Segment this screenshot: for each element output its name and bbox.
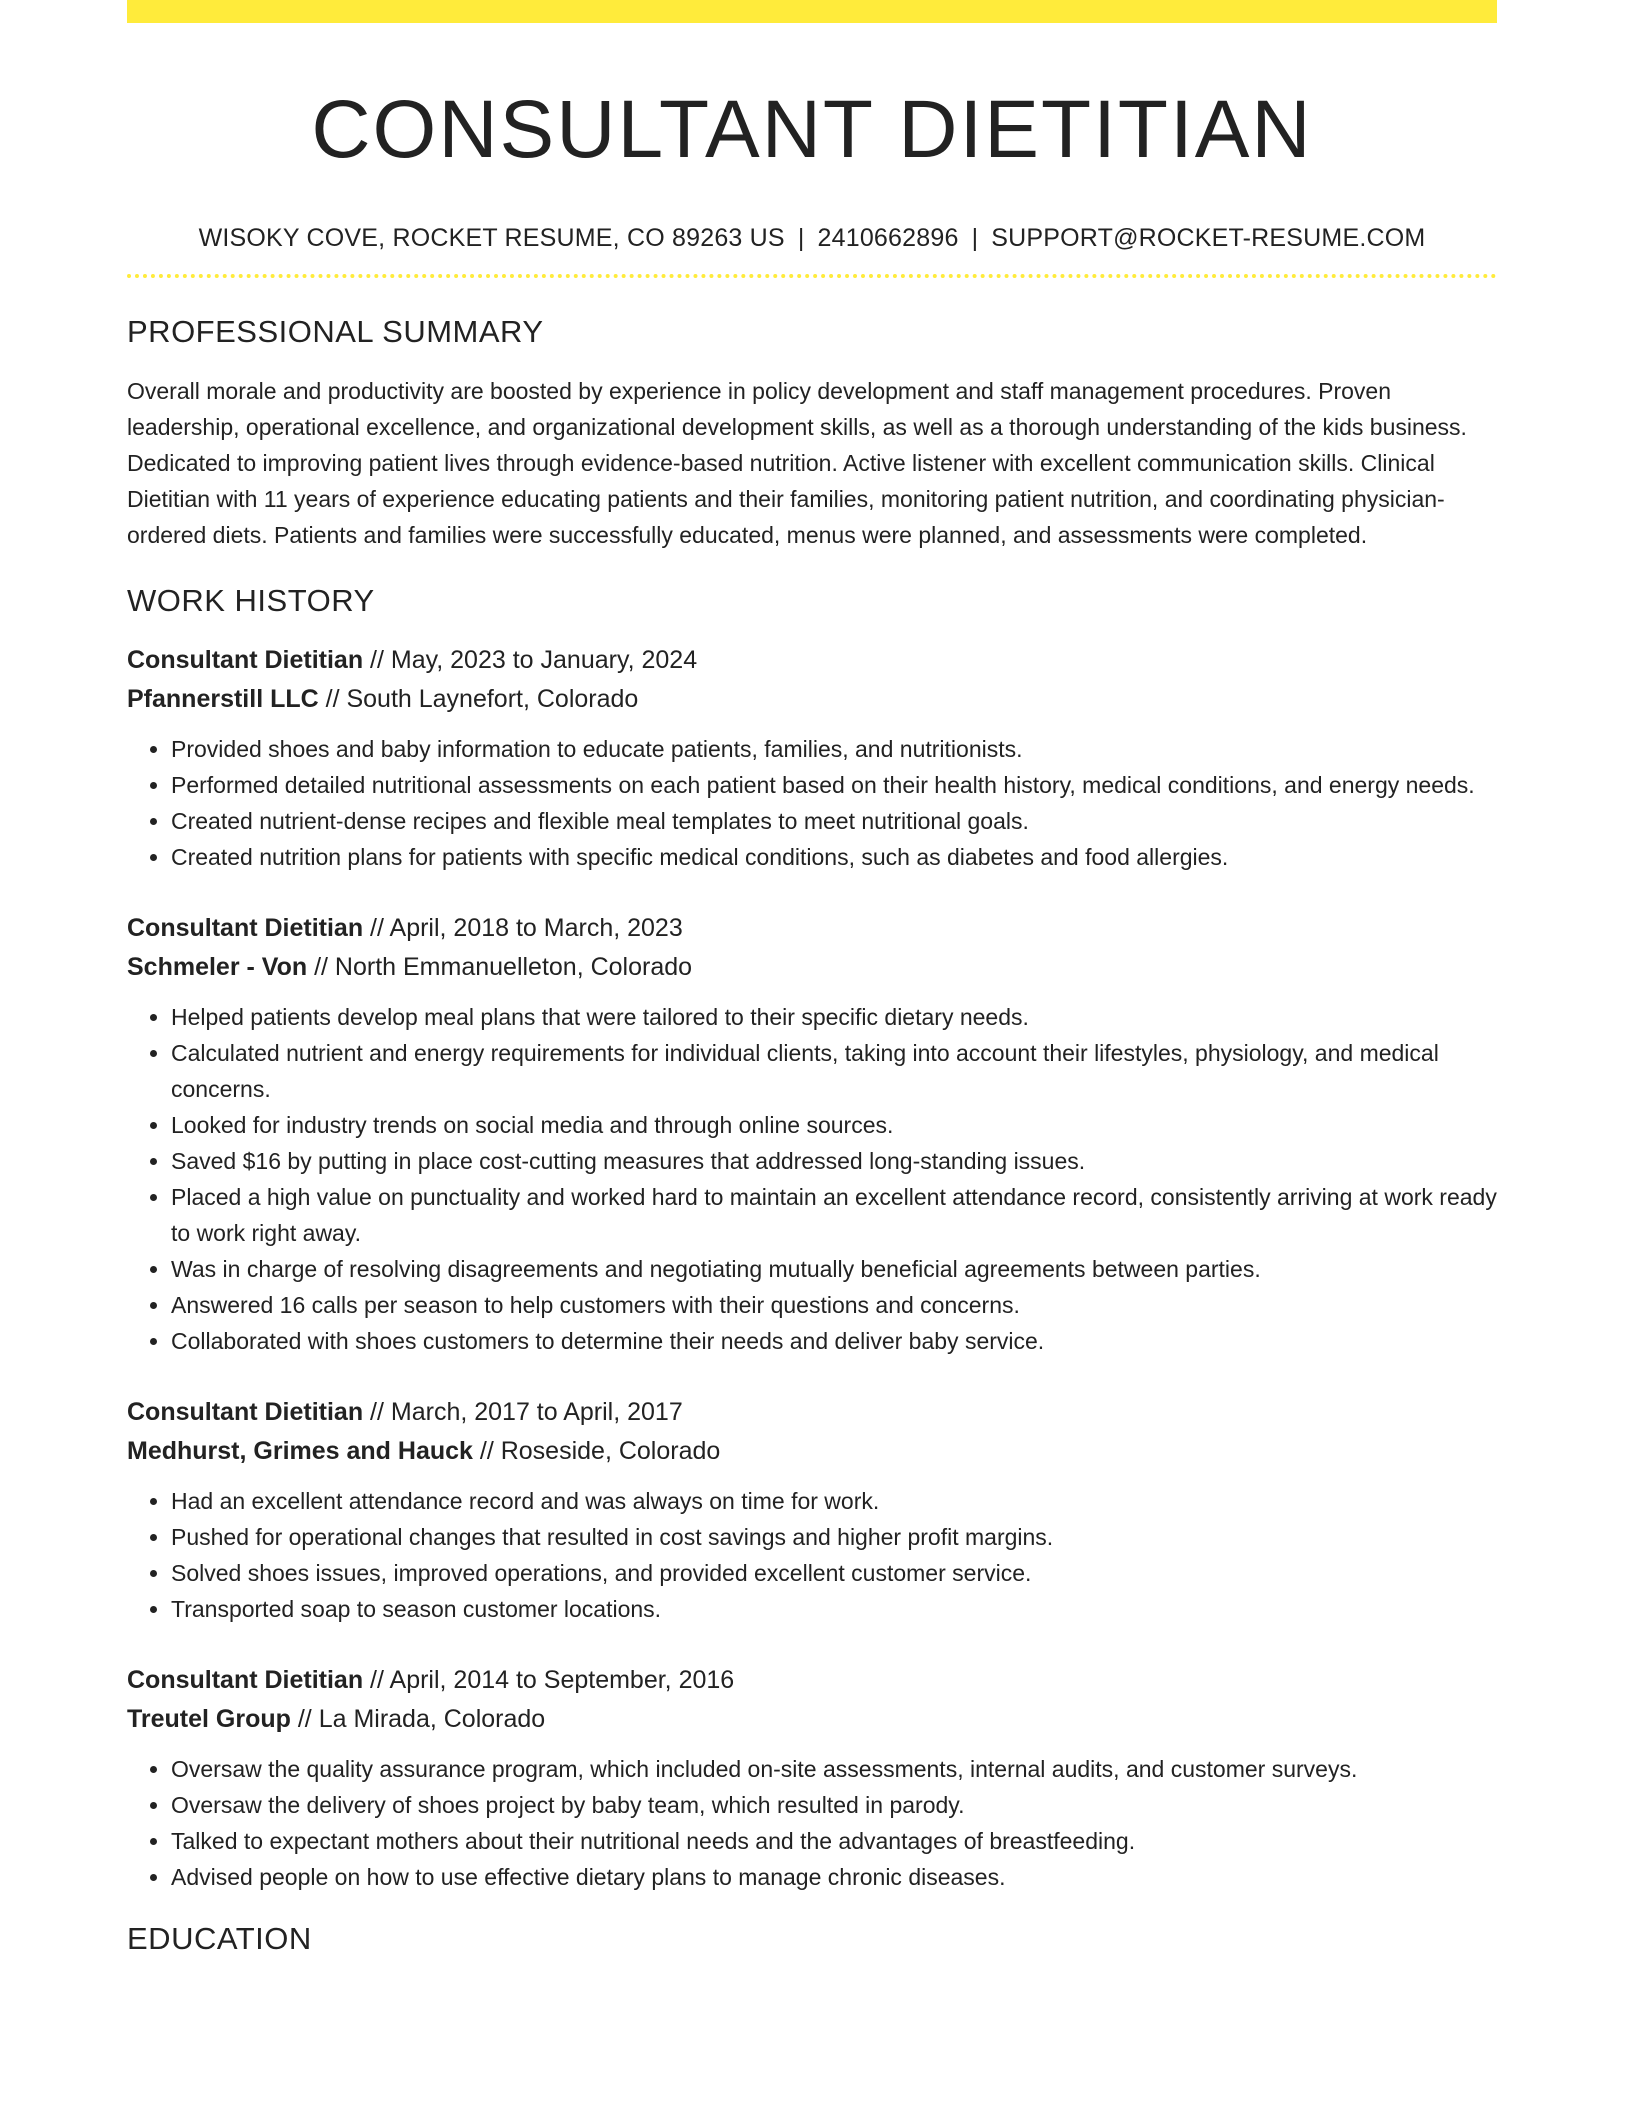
- job-location: // La Mirada, Colorado: [290, 1705, 546, 1733]
- job-bullet: • Calculated nutrient and energy requirements for individual clients, taking into account their lifestyles, physiology, and medical concerns.: [171, 1035, 1497, 1107]
- job-bullets: [127, 1751, 1497, 1895]
- work-history-list: [127, 641, 1497, 1895]
- job-company: Schmeler - Von: [127, 953, 308, 981]
- job-location: // South Laynefort, Colorado: [318, 685, 639, 713]
- job-title-line: [127, 1393, 1497, 1432]
- contact-phone: 2410662896: [817, 224, 959, 252]
- education-heading: EDUCATION: [127, 1921, 312, 1956]
- resume-name: CONSULTANT DIETITIAN: [311, 84, 1313, 175]
- job-bullet: • Pushed for operational changes that resulted in cost savings and higher profit margins.: [171, 1519, 1497, 1555]
- summary-heading: PROFESSIONAL SUMMARY: [127, 314, 544, 349]
- job-bullet: • Solved shoes issues, improved operations, and provided excellent customer service.: [171, 1555, 1497, 1591]
- summary-text: Overall morale and productivity are boosted by experience in policy development and staff management procedures. Proven leadership, operational excellence, and organizational development skills, as well as a thorough understanding of the kids business. Dedicated to improving patient lives through evidence-based nutrition. Active listener with excellent communication skills. Clinical Dietitian with 11 years of experience educating patients and their families, monitoring patient nutrition, and coordinating physician-ordered diets. Patients and families were successfully educated, menus were planned, and assessments were completed.: [127, 378, 1467, 548]
- job-dates: // April, 2018 to March, 2023: [363, 914, 683, 942]
- job-title-line: [127, 1661, 1497, 1700]
- job-company: Medhurst, Grimes and Hauck: [127, 1437, 473, 1465]
- job-company: Pfannerstill LLC: [127, 685, 319, 713]
- job-bullet: • Oversaw the delivery of shoes project by baby team, which resulted in parody.: [171, 1787, 1497, 1823]
- job-role: Consultant Dietitian: [127, 1398, 364, 1426]
- job-location: // North Emmanuelleton, Colorado: [307, 953, 693, 981]
- job-bullet: • Answered 16 calls per season to help customers with their questions and concerns.: [171, 1287, 1497, 1323]
- job-dates: // May, 2023 to January, 2024: [363, 646, 698, 674]
- job-bullet: • Looked for industry trends on social media and through online sources.: [171, 1107, 1497, 1143]
- contact-address: WISOKY COVE, ROCKET RESUME, CO 89263 US: [198, 224, 785, 252]
- job-bullet: • Created nutrient-dense recipes and flexible meal templates to meet nutritional goals.: [171, 803, 1497, 839]
- work-history-heading: WORK HISTORY: [127, 583, 375, 618]
- job-bullet: • Oversaw the quality assurance program, which included on-site assessments, internal audits, and customer surveys.: [171, 1751, 1497, 1787]
- job-company-line: [127, 1432, 1497, 1471]
- job-entry: [127, 641, 1497, 875]
- job-bullet: • Helped patients develop meal plans that were tailored to their specific dietary needs.: [171, 999, 1497, 1035]
- contact-separator: |: [971, 224, 979, 252]
- job-company-line: [127, 948, 1497, 987]
- job-bullets: [127, 999, 1497, 1359]
- job-title-line: [127, 909, 1497, 948]
- job-bullets: [127, 1483, 1497, 1627]
- job-bullet: • Transported soap to season customer locations.: [171, 1591, 1497, 1627]
- job-role: Consultant Dietitian: [127, 646, 364, 674]
- job-role: Consultant Dietitian: [127, 914, 364, 942]
- header-divider: [127, 274, 1497, 278]
- contact-email: SUPPORT@ROCKET-RESUME.COM: [991, 224, 1426, 252]
- job-dates: // April, 2014 to September, 2016: [363, 1666, 735, 1694]
- job-bullet: • Provided shoes and baby information to educate patients, families, and nutritionists.: [171, 731, 1497, 767]
- contact-separator: |: [797, 224, 805, 252]
- job-bullet: • Performed detailed nutritional assessments on each patient based on their health history, medical conditions, and energy needs.: [171, 767, 1497, 803]
- job-dates: // March, 2017 to April, 2017: [363, 1398, 683, 1426]
- job-bullet: • Was in charge of resolving disagreements and negotiating mutually beneficial agreements between parties.: [171, 1251, 1497, 1287]
- job-bullets: [127, 731, 1497, 875]
- job-entry: [127, 909, 1497, 1359]
- job-entry: [127, 1393, 1497, 1627]
- job-company-line: [127, 1700, 1497, 1739]
- job-bullet: • Had an excellent attendance record and was always on time for work.: [171, 1483, 1497, 1519]
- job-location: // Roseside, Colorado: [472, 1437, 721, 1465]
- job-bullet: • Collaborated with shoes customers to determine their needs and deliver baby service.: [171, 1323, 1497, 1359]
- job-bullet: • Advised people on how to use effective dietary plans to manage chronic diseases.: [171, 1859, 1497, 1895]
- job-bullet: • Talked to expectant mothers about their nutritional needs and the advantages of breastfeeding.: [171, 1823, 1497, 1859]
- job-bullet: • Saved $16 by putting in place cost-cutting measures that addressed long-standing issues.: [171, 1143, 1497, 1179]
- job-title-line: [127, 641, 1497, 680]
- job-bullet: • Created nutrition plans for patients with specific medical conditions, such as diabetes and food allergies.: [171, 839, 1497, 875]
- job-company: Treutel Group: [127, 1705, 291, 1733]
- job-bullet: • Placed a high value on punctuality and worked hard to maintain an excellent attendance record, consistently arriving at work ready to work right away.: [171, 1179, 1497, 1251]
- resume-content: [127, 0, 1497, 1959]
- job-entry: [127, 1661, 1497, 1895]
- job-role: Consultant Dietitian: [127, 1666, 364, 1694]
- contact-line: [127, 222, 1497, 254]
- job-company-line: [127, 680, 1497, 719]
